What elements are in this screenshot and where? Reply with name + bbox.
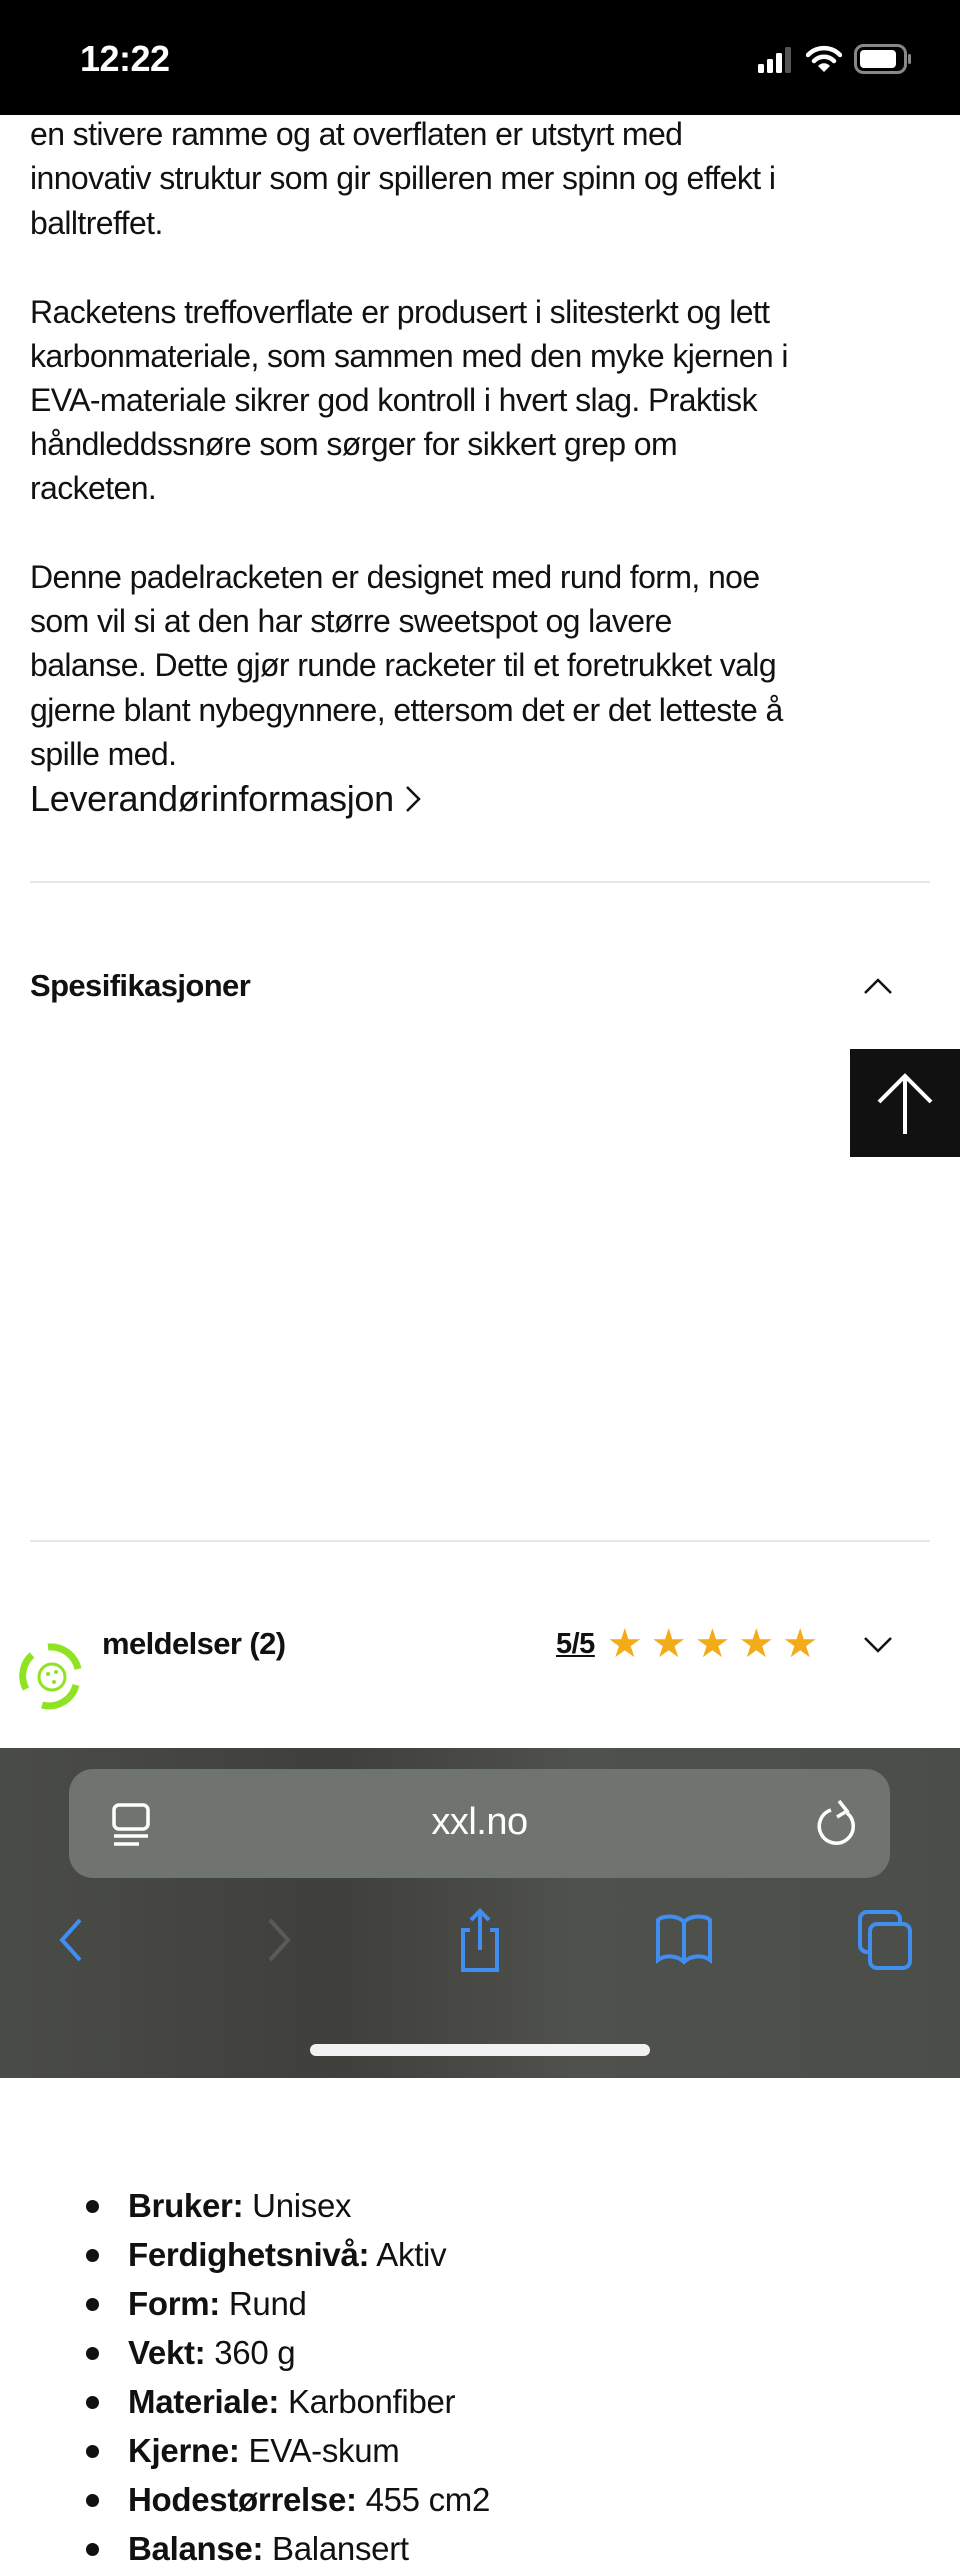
spec-label: Kjerne: bbox=[128, 2432, 240, 2469]
wifi-icon bbox=[806, 45, 842, 73]
spec-item bbox=[128, 2527, 409, 2571]
spec-item bbox=[128, 2233, 446, 2277]
description-line: EVA-materiale sikrer god kontroll i hvert slag. Praktisk bbox=[30, 382, 757, 418]
chevron-right-icon bbox=[404, 784, 422, 814]
spec-label: Ferdighetsnivå: bbox=[128, 2236, 370, 2273]
description-line: spille med. bbox=[30, 736, 177, 772]
home-indicator[interactable] bbox=[310, 2044, 650, 2056]
spec-item bbox=[128, 2478, 490, 2522]
description-line: Denne padelracketen er designet med rund form, noe bbox=[30, 559, 760, 595]
spec-item bbox=[128, 2331, 295, 2375]
spec-item bbox=[128, 2429, 400, 2473]
spec-label: Materiale: bbox=[128, 2383, 280, 2420]
spec-label: Form: bbox=[128, 2285, 220, 2322]
reload-icon[interactable] bbox=[815, 1799, 859, 1849]
rating-value[interactable]: 5/5 bbox=[556, 1627, 595, 1660]
star-icon: ★ bbox=[694, 1622, 731, 1666]
spec-item bbox=[128, 2282, 307, 2326]
divider bbox=[30, 1540, 930, 1542]
chevron-up-icon[interactable] bbox=[862, 970, 894, 1002]
description-line: balltreffet. bbox=[30, 205, 163, 241]
spec-label: Balanse: bbox=[128, 2530, 264, 2567]
spec-value: Aktiv bbox=[376, 2236, 447, 2273]
star-icon: ★ bbox=[606, 1622, 643, 1666]
divider bbox=[30, 881, 930, 883]
forward-icon[interactable] bbox=[258, 1908, 318, 1972]
bullet-icon bbox=[86, 2494, 99, 2507]
spec-label: Bruker: bbox=[128, 2187, 244, 2224]
arrow-up-icon bbox=[875, 1070, 935, 1136]
bullet-icon bbox=[86, 2396, 99, 2409]
spec-label: Hodestørrelse: bbox=[128, 2481, 357, 2518]
spec-value: 360 g bbox=[214, 2334, 296, 2371]
star-icon: ★ bbox=[650, 1622, 687, 1666]
specs-title[interactable]: Spesifikasjoner bbox=[30, 968, 251, 1003]
supplier-info-link[interactable] bbox=[30, 778, 422, 820]
bullet-icon bbox=[86, 2445, 99, 2458]
description-line: gjerne blant nybegynnere, ettersom det er det letteste å bbox=[30, 692, 783, 728]
spec-value: Unisex bbox=[252, 2187, 352, 2224]
spec-value: Karbonfiber bbox=[287, 2383, 456, 2420]
bullet-icon bbox=[86, 2298, 99, 2311]
status-time: 12:22 bbox=[80, 38, 170, 79]
battery-icon bbox=[854, 44, 912, 74]
spec-label: Vekt: bbox=[128, 2334, 206, 2371]
tabs-icon[interactable] bbox=[856, 1908, 916, 1972]
star-icon: ★ bbox=[782, 1622, 819, 1666]
status-icons bbox=[758, 44, 912, 74]
spec-value: EVA-skum bbox=[248, 2432, 400, 2469]
description-line: karbonmateriale, som sammen med den myke kjernen i bbox=[30, 338, 788, 374]
description-line: en stivere ramme og at overflaten er utstyrt med bbox=[30, 116, 683, 152]
description-line: håndleddssnøre som sørger for sikkert grep om bbox=[30, 426, 678, 462]
description-line: balanse. Dette gjør runde racketer til et foretrukket valg bbox=[30, 647, 777, 683]
description-line: Racketens treffoverflate er produsert i slitesterkt og lett bbox=[30, 294, 770, 330]
rating-summary[interactable] bbox=[556, 1624, 818, 1664]
chevron-down-icon[interactable] bbox=[862, 1628, 894, 1660]
browser-toolbar bbox=[0, 1748, 960, 2078]
bookmarks-icon[interactable] bbox=[654, 1908, 714, 1972]
supplier-info-label: Leverandørinformasjon bbox=[30, 778, 394, 819]
cellular-signal-icon bbox=[758, 45, 794, 73]
status-bar bbox=[0, 0, 960, 115]
bullet-icon bbox=[86, 2200, 99, 2213]
star-icon: ★ bbox=[738, 1622, 775, 1666]
address-bar[interactable] bbox=[69, 1769, 890, 1878]
description-line: innovativ struktur som gir spilleren mer spinn og effekt i bbox=[30, 160, 776, 196]
url-text[interactable]: xxl.no bbox=[431, 1801, 528, 1843]
spec-item bbox=[128, 2380, 455, 2424]
reviews-title[interactable]: meldelser (2) bbox=[102, 1626, 286, 1661]
eco-badge-icon[interactable] bbox=[18, 1641, 86, 1711]
bullet-icon bbox=[86, 2347, 99, 2360]
description-line: racketen. bbox=[30, 470, 157, 506]
spec-value: 455 cm2 bbox=[365, 2481, 491, 2518]
back-icon[interactable] bbox=[50, 1908, 110, 1972]
spec-value: Rund bbox=[228, 2285, 307, 2322]
description-line: som vil si at den har større sweetspot og lavere bbox=[30, 603, 672, 639]
bullet-icon bbox=[86, 2249, 99, 2262]
spec-value: Balansert bbox=[272, 2530, 409, 2567]
scroll-to-top-button[interactable] bbox=[850, 1049, 960, 1157]
bullet-icon bbox=[86, 2543, 99, 2556]
share-icon[interactable] bbox=[450, 1908, 510, 1972]
spec-item bbox=[128, 2184, 351, 2228]
